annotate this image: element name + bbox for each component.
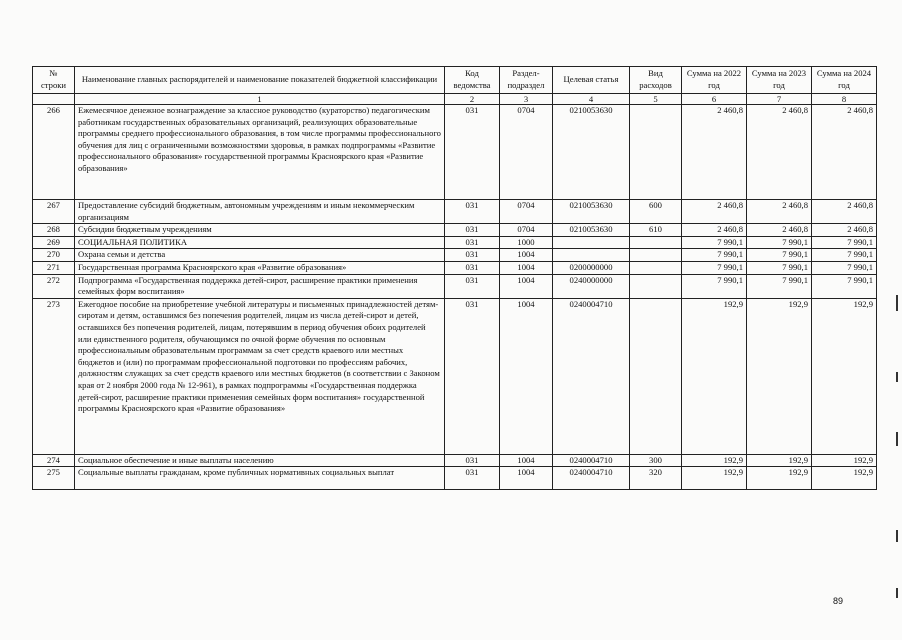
scan-edge-mark: [896, 530, 898, 542]
row-name: Охрана семьи и детства: [75, 249, 445, 262]
expense-type: 610: [630, 224, 682, 237]
expense-type: [630, 298, 682, 454]
expense-type: [630, 236, 682, 249]
expense-type: 600: [630, 200, 682, 224]
sum-2022: 2 460,8: [682, 224, 747, 237]
column-number: 2: [445, 94, 500, 105]
header-row-num: № строки: [33, 67, 75, 94]
row-number: 269: [33, 236, 75, 249]
sum-2022: 7 990,1: [682, 261, 747, 274]
table-row: [33, 467, 877, 490]
row-number: 266: [33, 105, 75, 200]
dept-code: 031: [445, 236, 500, 249]
sum-2024: 192,9: [812, 467, 877, 490]
column-number: [33, 94, 75, 105]
row-number: 275: [33, 467, 75, 490]
sum-2022: 2 460,8: [682, 105, 747, 200]
table-row: [33, 454, 877, 467]
budget-table: [32, 66, 877, 490]
table-row: [33, 200, 877, 224]
sum-2023: 7 990,1: [747, 249, 812, 262]
sum-2023: 7 990,1: [747, 236, 812, 249]
table-row: [33, 274, 877, 298]
sum-2023: 2 460,8: [747, 224, 812, 237]
expense-type: [630, 274, 682, 298]
sum-2024: 2 460,8: [812, 200, 877, 224]
row-name: Подпрограмма «Государственная поддержка детей-сирот, расширение практики применения семейных форм воспитания»: [75, 274, 445, 298]
target-code: 0210053630: [553, 105, 630, 200]
sum-2024: 2 460,8: [812, 105, 877, 200]
sum-2022: 192,9: [682, 467, 747, 490]
expense-type: 320: [630, 467, 682, 490]
row-name: Ежемесячное денежное вознаграждение за классное руководство (кураторство) педагогическим работникам государственных образовательных организаций, реализующих образовательные программы среднего профессионального образования, в том числе программы профессионального обучения для лиц с ограниченными возможностями здоровья, в рамках подпрограммы «Развитие профессионального образования» государственной программы Красноярского края «Развитие образования»: [75, 105, 445, 200]
scan-edge-mark: [896, 432, 898, 446]
row-number: 272: [33, 274, 75, 298]
target-code: 0240004710: [553, 454, 630, 467]
section-code: 1004: [500, 249, 553, 262]
sum-2022: 192,9: [682, 298, 747, 454]
dept-code: 031: [445, 261, 500, 274]
row-name: СОЦИАЛЬНАЯ ПОЛИТИКА: [75, 236, 445, 249]
sum-2024: 192,9: [812, 298, 877, 454]
section-code: 1004: [500, 467, 553, 490]
row-name: Социальное обеспечение и иные выплаты населению: [75, 454, 445, 467]
header-sum-2024: Сумма на 2024 год: [812, 67, 877, 94]
sum-2024: 7 990,1: [812, 249, 877, 262]
section-code: 0704: [500, 224, 553, 237]
sum-2022: 7 990,1: [682, 249, 747, 262]
scan-edge-mark: [896, 295, 898, 311]
section-code: 1000: [500, 236, 553, 249]
expense-type: [630, 105, 682, 200]
dept-code: 031: [445, 200, 500, 224]
dept-code: 031: [445, 467, 500, 490]
sum-2024: 7 990,1: [812, 274, 877, 298]
row-number: 270: [33, 249, 75, 262]
column-number: 5: [630, 94, 682, 105]
sum-2023: 192,9: [747, 467, 812, 490]
table-row: [33, 224, 877, 237]
sum-2023: 192,9: [747, 454, 812, 467]
sum-2022: 2 460,8: [682, 200, 747, 224]
table-row: [33, 105, 877, 200]
header-sum-2022: Сумма на 2022 год: [682, 67, 747, 94]
row-number: 267: [33, 200, 75, 224]
row-number: 271: [33, 261, 75, 274]
row-name: Государственная программа Красноярского края «Развитие образования»: [75, 261, 445, 274]
column-number: 1: [75, 94, 445, 105]
dept-code: 031: [445, 224, 500, 237]
header-expense-type: Вид расходов: [630, 67, 682, 94]
sum-2023: 7 990,1: [747, 274, 812, 298]
column-number: 6: [682, 94, 747, 105]
table-row: [33, 249, 877, 262]
header-sum-2023: Сумма на 2023 год: [747, 67, 812, 94]
sum-2023: 2 460,8: [747, 200, 812, 224]
table-header-row: [33, 67, 877, 94]
row-name: Социальные выплаты гражданам, кроме публичных нормативных социальных выплат: [75, 467, 445, 490]
target-code: 0210053630: [553, 200, 630, 224]
target-code: [553, 249, 630, 262]
target-code: 0210053630: [553, 224, 630, 237]
page-number: 89: [833, 596, 844, 606]
dept-code: 031: [445, 105, 500, 200]
scan-edge-mark: [896, 588, 898, 598]
sum-2023: 192,9: [747, 298, 812, 454]
section-code: 1004: [500, 261, 553, 274]
dept-code: 031: [445, 454, 500, 467]
column-number-row: [33, 94, 877, 105]
table-row: [33, 298, 877, 454]
sum-2024: 7 990,1: [812, 236, 877, 249]
column-number: 3: [500, 94, 553, 105]
header-target: Целевая статья: [553, 67, 630, 94]
column-number: 7: [747, 94, 812, 105]
row-name: Субсидии бюджетным учреждениям: [75, 224, 445, 237]
scan-edge-mark: [896, 372, 898, 382]
sum-2023: 2 460,8: [747, 105, 812, 200]
header-section: Раздел-подраздел: [500, 67, 553, 94]
section-code: 1004: [500, 298, 553, 454]
row-name: Ежегодное пособие на приобретение учебной литературы и письменных принадлежностей детям-сиротам и детям, оставшимся без попечения родителей, лицам из числа детей-сирот и детей, оставшихся без попечения родителей, лицам, потерявшим в период обучения обоих родителей или единственного родителя, обучающимся по очной форме обучения по основным профессиональным образовательным программам за счет средств краевого или местных бюджетов и (или) по программам профессиональной подготовки по профессиям рабочих, должностям служащих за счет средств краевого или местных бюджетов (в соответствии с Законом края от 2 ноября 2000 года № 12-961), в рамках подпрограммы «Государственная поддержка детей-сирот, расширение практики применения семейных форм воспитания» государственной программы Красноярского края «Развитие образования»: [75, 298, 445, 454]
target-code: 0200000000: [553, 261, 630, 274]
header-name: Наименование главных распорядителей и наименование показателей бюджетной классификации: [75, 67, 445, 94]
table-row: [33, 261, 877, 274]
row-number: 274: [33, 454, 75, 467]
section-code: 0704: [500, 200, 553, 224]
target-code: [553, 236, 630, 249]
row-name: Предоставление субсидий бюджетным, автономным учреждениям и иным некоммерческим организациям: [75, 200, 445, 224]
column-number: 8: [812, 94, 877, 105]
dept-code: 031: [445, 298, 500, 454]
section-code: 1004: [500, 454, 553, 467]
sum-2023: 7 990,1: [747, 261, 812, 274]
sum-2024: 192,9: [812, 454, 877, 467]
sum-2024: 7 990,1: [812, 261, 877, 274]
target-code: 0240004710: [553, 467, 630, 490]
sum-2022: 7 990,1: [682, 274, 747, 298]
column-number: 4: [553, 94, 630, 105]
expense-type: [630, 249, 682, 262]
sum-2022: 192,9: [682, 454, 747, 467]
target-code: 0240004710: [553, 298, 630, 454]
target-code: 0240000000: [553, 274, 630, 298]
sum-2024: 2 460,8: [812, 224, 877, 237]
row-number: 273: [33, 298, 75, 454]
section-code: 0704: [500, 105, 553, 200]
row-number: 268: [33, 224, 75, 237]
expense-type: 300: [630, 454, 682, 467]
section-code: 1004: [500, 274, 553, 298]
table-row: [33, 236, 877, 249]
dept-code: 031: [445, 249, 500, 262]
sum-2022: 7 990,1: [682, 236, 747, 249]
expense-type: [630, 261, 682, 274]
header-dept-code: Код ведомства: [445, 67, 500, 94]
dept-code: 031: [445, 274, 500, 298]
